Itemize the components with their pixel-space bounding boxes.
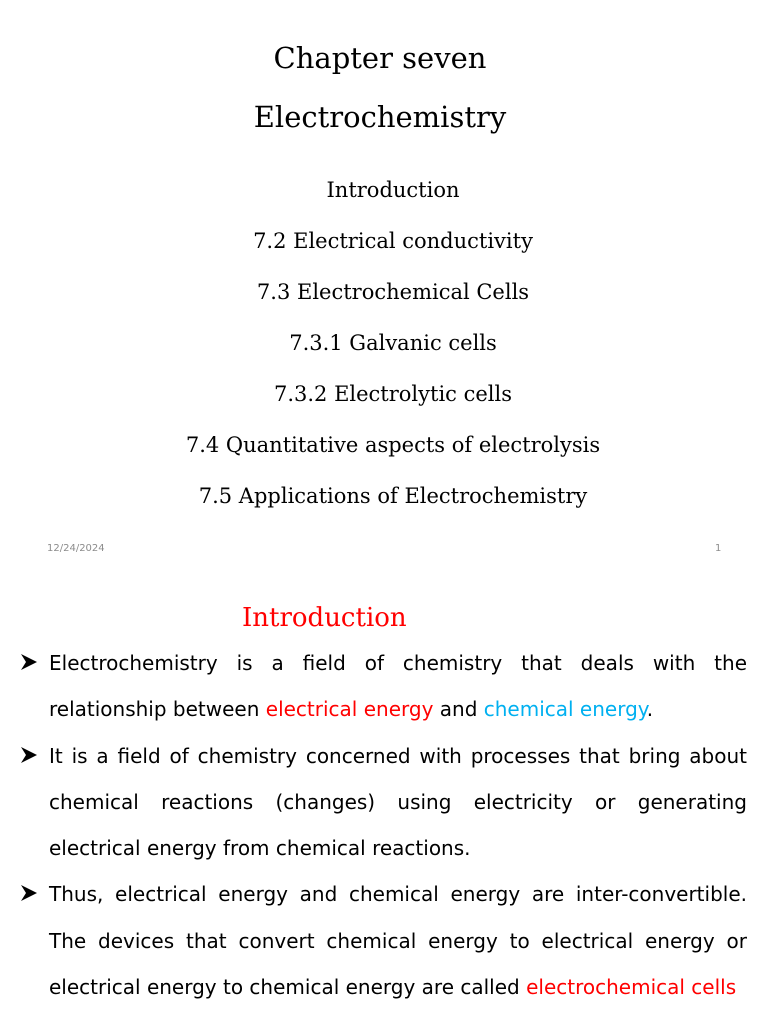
highlight-electrochemical-cells: electrochemical cells — [526, 975, 737, 1000]
arrow-bullet-icon — [20, 733, 42, 779]
highlight-electrical-energy: electrical energy — [265, 697, 434, 722]
bullet-text: . — [646, 697, 654, 722]
bullet-item — [0, 871, 768, 1010]
page-number: 1 — [715, 543, 722, 554]
section-heading: Introduction — [242, 603, 407, 633]
highlight-chemical-energy: chemical energy — [483, 697, 647, 722]
bullet-text: It is a field of chemistry concerned with processes that bring about chemical reactions (changes) using electricity or generating electrical energy from chemical reactions. — [49, 743, 747, 861]
chapter-title: Chapter seven — [273, 41, 487, 75]
bullet-item — [0, 733, 768, 872]
toc-item: 7.3 Electrochemical Cells — [256, 280, 530, 304]
bullet-list — [0, 640, 768, 1010]
bullet-item — [0, 640, 768, 733]
bullet-text: Thus, electrical energy and chemical energy are inter-convertible. The devices that convert chemical energy to electrical energy or electrical energy to chemical energy are called — [49, 882, 747, 1000]
bullet-text: Electrochemistry is a field of chemistry that deals with the relationship between — [49, 651, 747, 722]
arrow-bullet-icon — [20, 871, 42, 917]
toc-item: 7.3.1 Galvanic cells — [289, 331, 497, 355]
toc-item: 7.2 Electrical conductivity — [253, 229, 533, 253]
chapter-subject: Electrochemistry — [253, 100, 507, 134]
toc-item: 7.5 Applications of Electrochemistry — [198, 484, 588, 508]
footer-date: 12/24/2024 — [47, 543, 105, 554]
bullet-text: and — [433, 697, 484, 722]
toc-item: 7.4 Quantitative aspects of electrolysis — [185, 433, 601, 457]
arrow-bullet-icon — [20, 640, 42, 686]
slide-2 — [0, 580, 768, 1024]
toc-item: 7.3.2 Electrolytic cells — [273, 382, 513, 406]
toc-item: Introduction — [326, 178, 460, 202]
